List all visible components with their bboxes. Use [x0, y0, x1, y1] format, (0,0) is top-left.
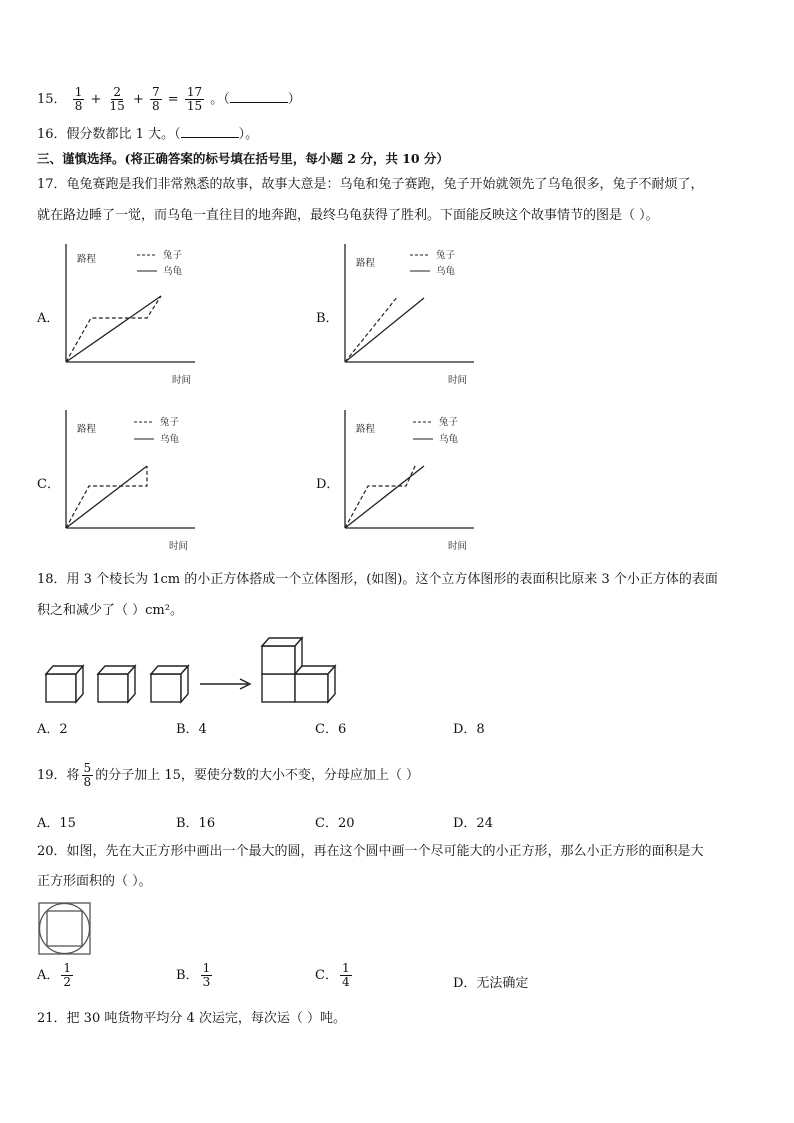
numerator: 7	[151, 85, 160, 99]
y-axis-label: 路程	[356, 258, 376, 269]
numerator: 5	[83, 761, 92, 775]
question-20-line1: 20．如图，先在大正方形中画出一个最大的圆，再在这个圆中画一个尽可能大的小正方形，那么小正方形的面积是大	[37, 844, 704, 859]
option-d[interactable]: D．无法确定	[453, 976, 529, 991]
option-a[interactable]: A．2	[37, 722, 68, 737]
legend-turtle: 乌龟	[439, 434, 459, 445]
question-text-rest: 的分子加上 15，要使分数的大小不变，分母应加上（ ）	[95, 768, 419, 783]
question-17-line1: 17．龟兔赛跑是我们非常熟悉的故事，故事大意是：乌龟和兔子赛跑，兔子开始就领先了乌龟很多，兔子不耐烦了，	[37, 177, 704, 192]
option-d[interactable]: D．24	[453, 816, 493, 831]
question-20-line2: 正方形面积的（ ）。	[37, 874, 152, 889]
option-a-label[interactable]: A．	[37, 311, 60, 326]
denominator: 2	[63, 975, 72, 989]
equals-sign: =	[167, 92, 179, 107]
y-axis-label: 路程	[77, 424, 97, 435]
x-axis-label: 时间	[448, 541, 468, 552]
legend-rabbit: 兔子	[163, 250, 183, 261]
numerator: 1	[341, 961, 350, 975]
option-c[interactable]: C．6	[315, 722, 347, 737]
question-18-line2: 积之和减少了（ ）cm²。	[37, 603, 183, 618]
answer-blank[interactable]	[230, 89, 288, 103]
question-text: 19．将	[37, 768, 80, 783]
plus-sign: +	[132, 92, 144, 107]
fraction	[185, 86, 204, 113]
question-19	[37, 762, 419, 789]
denominator: 8	[74, 99, 83, 113]
legend-rabbit: 兔子	[160, 417, 180, 428]
option-b[interactable]	[176, 962, 214, 989]
option-d[interactable]: D．8	[453, 722, 485, 737]
answer-blank[interactable]	[181, 124, 239, 138]
legend-rabbit: 兔子	[436, 250, 456, 261]
fraction	[108, 86, 127, 113]
option-b-label[interactable]: B．	[316, 311, 339, 326]
fraction	[73, 86, 85, 113]
section-title: 三、谨慎选择。(将正确答案的标号填在括号里，每小题 2 分，共 10 分）	[37, 151, 449, 166]
option-c-label[interactable]: C．	[37, 477, 60, 492]
option-label: B．	[176, 968, 199, 983]
paren-open: 。（	[210, 92, 230, 107]
question-text: 16．假分数都比 1 大。（	[37, 127, 181, 142]
y-axis-label: 路程	[356, 424, 376, 435]
graph-a	[55, 240, 205, 390]
question-21: 21．把 30 吨货物平均分 4 次运完，每次运（ ）吨。	[37, 1011, 347, 1026]
graph-b	[334, 240, 484, 390]
numerator: 17	[186, 85, 203, 99]
fraction	[340, 962, 352, 989]
option-b[interactable]: B．16	[176, 816, 216, 831]
question-15	[37, 86, 301, 113]
question-number: 15．	[37, 92, 67, 107]
denominator: 3	[202, 975, 211, 989]
numerator: 1	[202, 961, 211, 975]
option-label: A．	[37, 968, 60, 983]
denominator: 8	[83, 775, 92, 789]
denominator: 15	[186, 99, 203, 113]
denominator: 8	[151, 99, 160, 113]
denominator: 4	[341, 975, 350, 989]
fraction	[150, 86, 162, 113]
question-17-line2: 就在路边睡了一觉，而乌龟一直往目的地奔跑，最终乌龟获得了胜利。下面能反映这个故事情节的图是（ ）。	[37, 208, 659, 223]
x-axis-label: 时间	[448, 375, 468, 386]
numerator: 2	[113, 85, 121, 99]
graph-d	[334, 406, 484, 556]
numerator: 1	[74, 85, 83, 99]
option-c[interactable]: C．20	[315, 816, 355, 831]
legend-turtle: 乌龟	[163, 266, 183, 277]
legend-rabbit: 兔子	[439, 417, 459, 428]
denominator: 15	[109, 99, 125, 113]
option-a[interactable]: A．15	[37, 816, 76, 831]
option-b[interactable]: B．4	[176, 722, 207, 737]
cubes-figure	[40, 628, 350, 708]
x-axis-label: 时间	[172, 375, 192, 386]
graph-c	[55, 406, 205, 556]
question-16	[37, 124, 258, 144]
legend-turtle: 乌龟	[160, 434, 180, 445]
numerator: 1	[63, 961, 72, 975]
square-circle-figure	[38, 902, 92, 956]
legend-turtle: 乌龟	[436, 266, 456, 277]
y-axis-label: 路程	[77, 254, 97, 265]
fraction	[61, 962, 73, 989]
fraction	[82, 762, 94, 789]
fraction	[201, 962, 213, 989]
x-axis-label: 时间	[169, 541, 189, 552]
question-tail: ）。	[238, 127, 259, 142]
option-d-label[interactable]: D．	[316, 477, 340, 492]
option-c[interactable]	[315, 962, 354, 989]
option-label: C．	[315, 968, 338, 983]
plus-sign: +	[90, 92, 102, 107]
paren-close: ）	[287, 92, 301, 107]
question-18-line1: 18．用 3 个棱长为 1cm 的小正方体搭成一个立体图形，(如图)。这个立方体图形的表面积比原来 3 个小正方体的表面	[37, 572, 718, 587]
option-a[interactable]	[37, 962, 75, 989]
